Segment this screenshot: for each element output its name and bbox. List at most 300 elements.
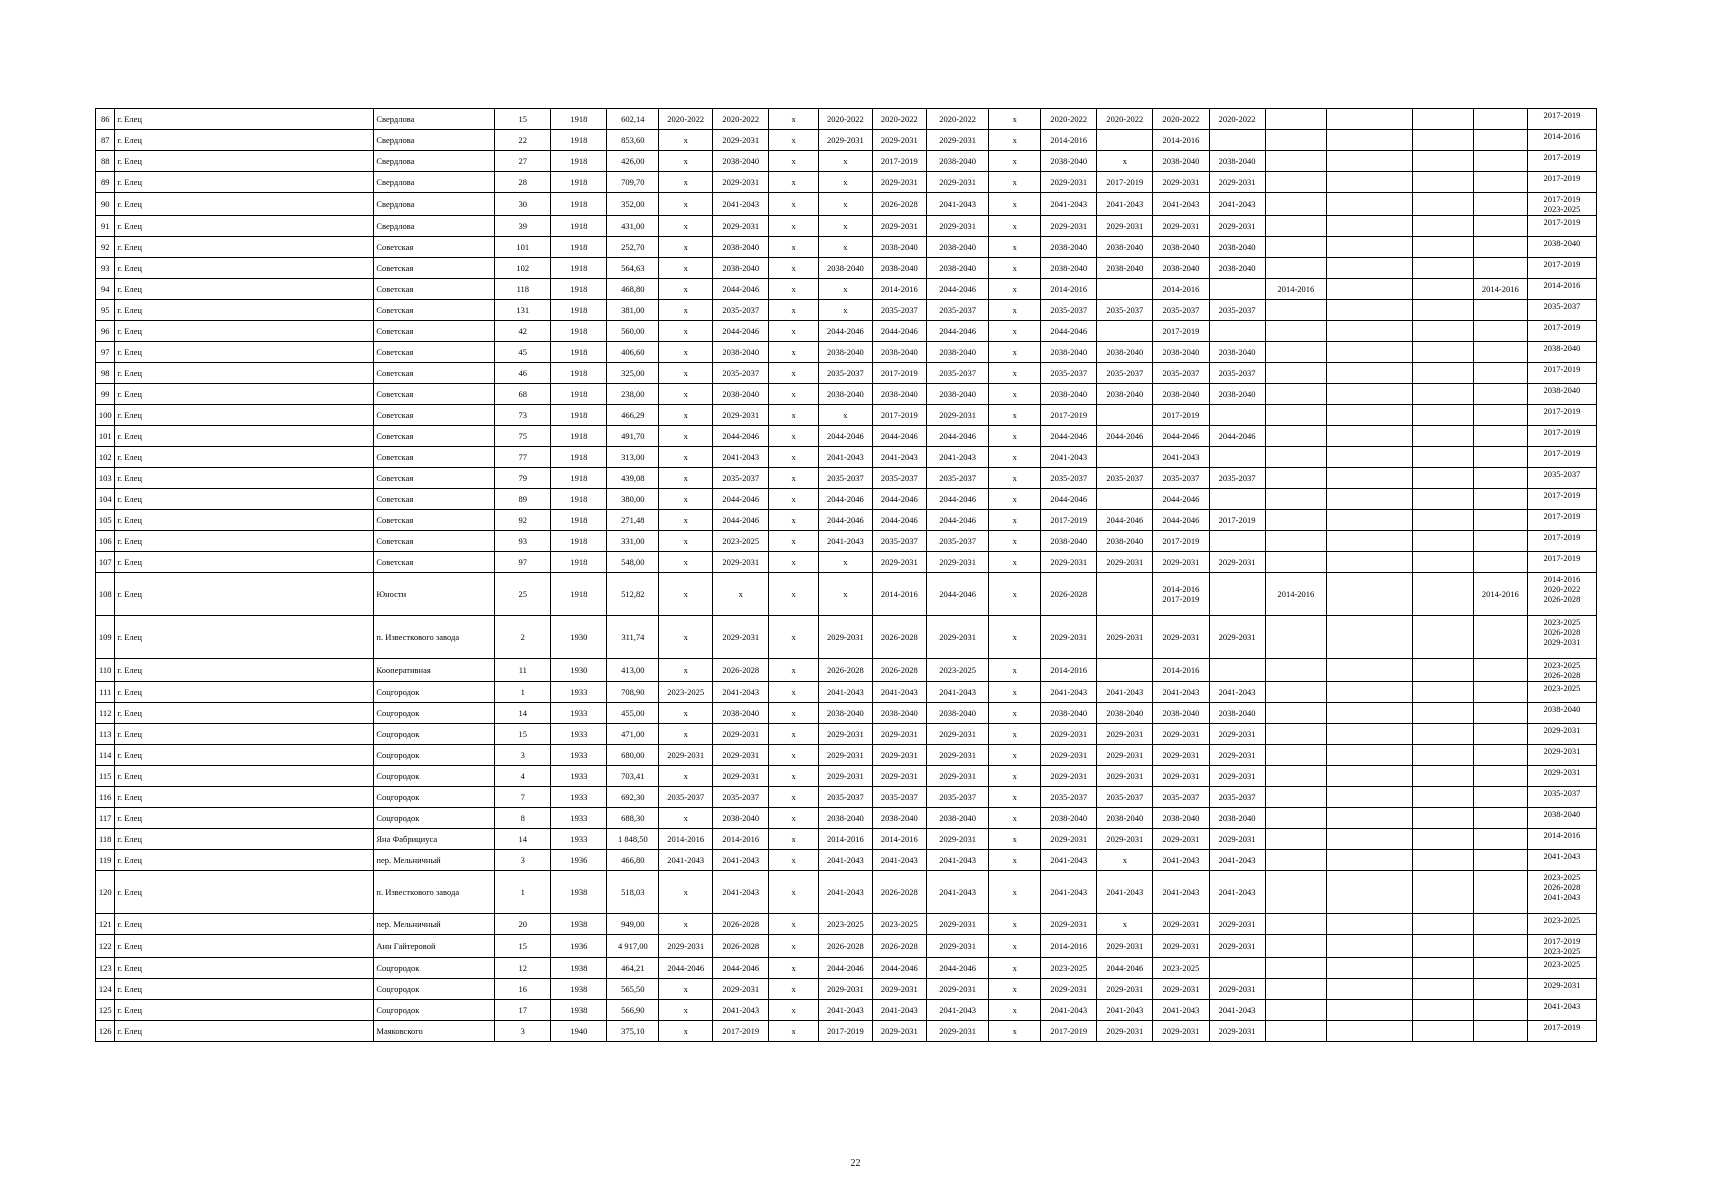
table-cell: 2038-2040 bbox=[926, 237, 989, 258]
table-cell: 2029-2031 bbox=[713, 979, 769, 1000]
table-cell: х bbox=[659, 447, 713, 468]
table-cell: 2029-2031 bbox=[926, 935, 989, 958]
table-body bbox=[96, 109, 1597, 1042]
table-cell: 2014-2016 2020-2022 2026-2028 bbox=[1527, 573, 1596, 616]
table-cell: 468,80 bbox=[607, 279, 659, 300]
table-cell bbox=[1265, 552, 1327, 573]
table-cell: 1918 bbox=[551, 172, 607, 193]
table-cell: г. Елец bbox=[115, 109, 374, 130]
table-cell bbox=[1097, 321, 1153, 342]
table-cell: 2044-2046 bbox=[659, 958, 713, 979]
table-cell: 123 bbox=[96, 958, 115, 979]
table-cell bbox=[1265, 935, 1327, 958]
table-cell: 113 bbox=[96, 724, 115, 745]
table-cell bbox=[1413, 216, 1473, 237]
table-cell: х bbox=[989, 616, 1041, 659]
table-cell: х bbox=[769, 300, 819, 321]
table-cell bbox=[1473, 151, 1527, 172]
table-cell: 2029-2031 bbox=[1041, 829, 1097, 850]
table-cell: 1940 bbox=[551, 1021, 607, 1042]
table-cell: 1938 bbox=[551, 871, 607, 914]
table-cell: 2029-2031 bbox=[713, 405, 769, 426]
table-cell: 2026-2028 bbox=[818, 935, 872, 958]
table-cell bbox=[1413, 616, 1473, 659]
table-cell: 518,03 bbox=[607, 871, 659, 914]
table-row bbox=[96, 258, 1597, 279]
table-cell: 15 bbox=[495, 935, 551, 958]
table-cell: 2035-2037 bbox=[1209, 363, 1265, 384]
table-cell: 2014-2016 bbox=[1473, 573, 1527, 616]
table-cell bbox=[1265, 300, 1327, 321]
table-cell bbox=[1473, 216, 1527, 237]
table-cell: 104 bbox=[96, 489, 115, 510]
table-cell: х bbox=[659, 489, 713, 510]
table-cell: г. Елец bbox=[115, 531, 374, 552]
table-cell: г. Елец bbox=[115, 745, 374, 766]
table-cell: 2044-2046 bbox=[926, 573, 989, 616]
table-cell: Советская bbox=[374, 552, 495, 573]
table-cell: 2014-2016 bbox=[1265, 279, 1327, 300]
table-cell bbox=[1327, 489, 1413, 510]
table-cell: 110 bbox=[96, 659, 115, 682]
table-cell: х bbox=[989, 321, 1041, 342]
table-cell: х bbox=[989, 766, 1041, 787]
table-cell: г. Елец bbox=[115, 958, 374, 979]
table-cell: Советская bbox=[374, 489, 495, 510]
table-cell: 2041-2043 bbox=[872, 447, 926, 468]
table-cell: 1933 bbox=[551, 808, 607, 829]
table-cell: 2041-2043 bbox=[1209, 850, 1265, 871]
table-cell: 2038-2040 bbox=[1209, 258, 1265, 279]
table-cell: 2017-2019 bbox=[1527, 426, 1596, 447]
table-cell: 2041-2043 bbox=[713, 1000, 769, 1021]
table-cell: 2041-2043 bbox=[1527, 1000, 1596, 1021]
table-cell: 2029-2031 bbox=[1209, 829, 1265, 850]
table-cell: 2029-2031 bbox=[1041, 216, 1097, 237]
table-cell bbox=[1265, 489, 1327, 510]
table-cell: х bbox=[659, 510, 713, 531]
table-cell: 2029-2031 bbox=[872, 979, 926, 1000]
table-cell: 2023-2025 bbox=[1527, 958, 1596, 979]
table-cell: г. Елец bbox=[115, 151, 374, 172]
table-cell: х bbox=[769, 573, 819, 616]
table-cell: 2035-2037 bbox=[659, 787, 713, 808]
table-cell: 112 bbox=[96, 703, 115, 724]
table-cell: 1918 bbox=[551, 447, 607, 468]
table-cell: 2029-2031 bbox=[926, 829, 989, 850]
table-cell: 2035-2037 bbox=[1041, 363, 1097, 384]
table-cell: 2038-2040 bbox=[818, 258, 872, 279]
table-cell: 2017-2019 bbox=[1153, 531, 1209, 552]
table-cell: 602,14 bbox=[607, 109, 659, 130]
table-cell: 2041-2043 bbox=[1209, 682, 1265, 703]
table-row bbox=[96, 321, 1597, 342]
table-cell bbox=[1473, 745, 1527, 766]
table-cell: х bbox=[818, 552, 872, 573]
table-cell: 2038-2040 bbox=[713, 808, 769, 829]
table-cell: х bbox=[659, 321, 713, 342]
table-cell: Анн Гайтеровой bbox=[374, 935, 495, 958]
table-cell: 2035-2037 bbox=[1527, 787, 1596, 808]
table-cell: 2029-2031 bbox=[1041, 616, 1097, 659]
table-cell: Соцгородок bbox=[374, 745, 495, 766]
table-cell: 2017-2019 bbox=[1527, 405, 1596, 426]
table-cell: х bbox=[818, 405, 872, 426]
table-cell: Свердлова bbox=[374, 193, 495, 216]
table-cell: 2038-2040 bbox=[1153, 237, 1209, 258]
table-cell bbox=[1265, 172, 1327, 193]
table-cell bbox=[1327, 724, 1413, 745]
table-cell bbox=[1413, 552, 1473, 573]
table-cell: х bbox=[659, 552, 713, 573]
table-cell: 118 bbox=[96, 829, 115, 850]
table-cell: Советская bbox=[374, 237, 495, 258]
table-cell bbox=[1209, 130, 1265, 151]
table-cell: 2038-2040 bbox=[926, 703, 989, 724]
table-cell: 1918 bbox=[551, 384, 607, 405]
table-cell: х bbox=[713, 573, 769, 616]
table-cell: 97 bbox=[495, 552, 551, 573]
table-cell: 2041-2043 bbox=[1153, 447, 1209, 468]
table-cell bbox=[1097, 489, 1153, 510]
table-cell: х bbox=[769, 172, 819, 193]
table-cell: 2038-2040 bbox=[872, 384, 926, 405]
table-cell: 2029-2031 bbox=[926, 616, 989, 659]
table-cell: 688,30 bbox=[607, 808, 659, 829]
table-cell: 2038-2040 bbox=[713, 384, 769, 405]
table-cell: 2035-2037 bbox=[872, 787, 926, 808]
table-cell: х bbox=[818, 172, 872, 193]
table-cell: х bbox=[659, 724, 713, 745]
table-cell: 2023-2025 2026-2028 bbox=[1527, 659, 1596, 682]
table-cell bbox=[1473, 130, 1527, 151]
table-cell: 2035-2037 bbox=[1041, 300, 1097, 321]
table-cell bbox=[1473, 766, 1527, 787]
table-cell bbox=[1413, 258, 1473, 279]
table-cell bbox=[1209, 405, 1265, 426]
table-cell: х bbox=[769, 552, 819, 573]
table-cell: 2029-2031 bbox=[926, 724, 989, 745]
table-cell: 2038-2040 bbox=[1527, 237, 1596, 258]
table-cell: 2017-2019 bbox=[1527, 216, 1596, 237]
table-cell: 426,00 bbox=[607, 151, 659, 172]
table-cell: Советская bbox=[374, 384, 495, 405]
table-cell bbox=[1413, 808, 1473, 829]
table-row bbox=[96, 405, 1597, 426]
table-cell: 2017-2019 bbox=[1153, 405, 1209, 426]
table-cell bbox=[1265, 151, 1327, 172]
table-cell: 2041-2043 bbox=[1209, 193, 1265, 216]
table-cell: 2023-2025 bbox=[1527, 682, 1596, 703]
table-cell bbox=[1473, 489, 1527, 510]
table-cell: 11 bbox=[495, 659, 551, 682]
table-cell bbox=[1327, 510, 1413, 531]
schedule-table bbox=[95, 108, 1597, 1042]
table-cell: х bbox=[989, 258, 1041, 279]
table-cell: 325,00 bbox=[607, 363, 659, 384]
table-cell: х bbox=[989, 468, 1041, 489]
table-cell: 2029-2031 bbox=[926, 216, 989, 237]
table-cell: 2038-2040 bbox=[1097, 342, 1153, 363]
table-cell: 2038-2040 bbox=[1527, 703, 1596, 724]
table-cell bbox=[1473, 552, 1527, 573]
table-cell: 102 bbox=[96, 447, 115, 468]
table-cell: х bbox=[659, 300, 713, 321]
table-cell: х bbox=[769, 935, 819, 958]
table-cell: 1918 bbox=[551, 151, 607, 172]
table-cell: 2029-2031 bbox=[872, 130, 926, 151]
table-cell: 2044-2046 bbox=[926, 510, 989, 531]
table-cell: 2044-2046 bbox=[872, 426, 926, 447]
table-cell: Соцгородок bbox=[374, 766, 495, 787]
table-cell: 15 bbox=[495, 724, 551, 745]
table-cell: х bbox=[659, 979, 713, 1000]
table-row bbox=[96, 1021, 1597, 1042]
table-cell: х bbox=[769, 405, 819, 426]
table-cell: 2020-2022 bbox=[872, 109, 926, 130]
table-cell: 471,00 bbox=[607, 724, 659, 745]
table-cell: 2041-2043 bbox=[1041, 871, 1097, 914]
table-cell: 2038-2040 bbox=[818, 342, 872, 363]
table-cell: 2029-2031 bbox=[818, 979, 872, 1000]
table-cell: 2014-2016 bbox=[1527, 279, 1596, 300]
table-cell: г. Елец bbox=[115, 616, 374, 659]
table-cell: 1918 bbox=[551, 468, 607, 489]
table-cell: 2035-2037 bbox=[713, 300, 769, 321]
table-cell bbox=[1265, 766, 1327, 787]
table-cell: 2038-2040 bbox=[1041, 703, 1097, 724]
table-cell: г. Елец bbox=[115, 766, 374, 787]
table-cell: х bbox=[989, 850, 1041, 871]
table-cell: 2029-2031 bbox=[1209, 745, 1265, 766]
table-row bbox=[96, 958, 1597, 979]
table-cell: 2038-2040 bbox=[926, 342, 989, 363]
table-cell bbox=[1473, 531, 1527, 552]
table-cell: Свердлова bbox=[374, 109, 495, 130]
table-cell bbox=[1473, 808, 1527, 829]
table-cell: г. Елец bbox=[115, 850, 374, 871]
table-cell: г. Елец bbox=[115, 829, 374, 850]
table-cell: 2029-2031 bbox=[1097, 552, 1153, 573]
table-cell bbox=[1209, 659, 1265, 682]
table-cell: х bbox=[989, 216, 1041, 237]
table-cell: х bbox=[769, 151, 819, 172]
table-cell: 1933 bbox=[551, 724, 607, 745]
table-cell: 2038-2040 bbox=[1527, 808, 1596, 829]
table-cell: 2035-2037 bbox=[1097, 787, 1153, 808]
table-cell: х bbox=[769, 279, 819, 300]
table-cell bbox=[1265, 363, 1327, 384]
table-cell bbox=[1327, 958, 1413, 979]
table-row bbox=[96, 766, 1597, 787]
table-cell: г. Елец bbox=[115, 426, 374, 447]
table-cell bbox=[1265, 426, 1327, 447]
table-cell: х bbox=[989, 979, 1041, 1000]
table-cell: 1918 bbox=[551, 193, 607, 216]
table-cell: 93 bbox=[495, 531, 551, 552]
table-cell: 2044-2046 bbox=[1153, 510, 1209, 531]
table-cell: 455,00 bbox=[607, 703, 659, 724]
table-cell: 2041-2043 bbox=[1097, 193, 1153, 216]
table-cell bbox=[1327, 745, 1413, 766]
table-cell: 2035-2037 bbox=[926, 531, 989, 552]
table-cell bbox=[1265, 724, 1327, 745]
table-cell: 2038-2040 bbox=[872, 342, 926, 363]
table-cell: 102 bbox=[495, 258, 551, 279]
table-cell: 2041-2043 bbox=[1209, 871, 1265, 914]
table-cell: х bbox=[769, 384, 819, 405]
table-cell: 2026-2028 bbox=[713, 914, 769, 935]
table-cell: г. Елец bbox=[115, 237, 374, 258]
table-cell: 2017-2019 bbox=[1209, 510, 1265, 531]
table-cell: х bbox=[769, 1000, 819, 1021]
table-cell: 2041-2043 bbox=[926, 193, 989, 216]
table-cell: 2029-2031 bbox=[818, 130, 872, 151]
table-cell: г. Елец bbox=[115, 405, 374, 426]
table-cell bbox=[1265, 914, 1327, 935]
table-cell: 2044-2046 bbox=[818, 321, 872, 342]
table-cell: 2017-2019 bbox=[1527, 258, 1596, 279]
table-cell bbox=[1473, 468, 1527, 489]
table-row bbox=[96, 468, 1597, 489]
table-cell: 7 bbox=[495, 787, 551, 808]
table-cell: х bbox=[989, 531, 1041, 552]
table-cell bbox=[1209, 489, 1265, 510]
table-cell: г. Елец bbox=[115, 935, 374, 958]
table-cell: 77 bbox=[495, 447, 551, 468]
table-cell: 2029-2031 bbox=[1527, 745, 1596, 766]
table-cell: 2038-2040 bbox=[1527, 342, 1596, 363]
table-cell: 2038-2040 bbox=[1209, 151, 1265, 172]
table-cell: 2029-2031 bbox=[872, 1021, 926, 1042]
table-cell: х bbox=[769, 766, 819, 787]
table-cell: 2035-2037 bbox=[872, 531, 926, 552]
table-cell: 1918 bbox=[551, 130, 607, 151]
table-cell bbox=[1327, 935, 1413, 958]
table-cell: 2044-2046 bbox=[872, 958, 926, 979]
table-cell: 2035-2037 bbox=[1209, 300, 1265, 321]
table-cell: х bbox=[659, 216, 713, 237]
table-cell: х bbox=[659, 1000, 713, 1021]
table-cell: 2038-2040 bbox=[926, 151, 989, 172]
table-cell: х bbox=[769, 426, 819, 447]
table-cell: 2029-2031 bbox=[1209, 914, 1265, 935]
table-cell: 2017-2019 bbox=[1527, 109, 1596, 130]
table-cell: х bbox=[769, 447, 819, 468]
table-cell: 2029-2031 bbox=[1209, 766, 1265, 787]
table-cell: 2029-2031 bbox=[818, 745, 872, 766]
table-cell: х bbox=[659, 531, 713, 552]
table-cell: 2041-2043 bbox=[818, 682, 872, 703]
table-cell: 2038-2040 bbox=[1041, 808, 1097, 829]
table-cell bbox=[1209, 321, 1265, 342]
table-cell: 3 bbox=[495, 850, 551, 871]
table-cell: 2035-2037 bbox=[713, 787, 769, 808]
table-cell: х bbox=[989, 510, 1041, 531]
table-cell: х bbox=[989, 871, 1041, 914]
table-cell: 2014-2016 bbox=[659, 829, 713, 850]
table-cell: 39 bbox=[495, 216, 551, 237]
table-cell: 2041-2043 bbox=[1041, 447, 1097, 468]
table-cell: 2041-2043 bbox=[713, 682, 769, 703]
table-cell bbox=[1265, 447, 1327, 468]
table-cell: 2029-2031 bbox=[1041, 766, 1097, 787]
table-cell: г. Елец bbox=[115, 216, 374, 237]
table-cell: 2041-2043 bbox=[818, 531, 872, 552]
table-cell: Советская bbox=[374, 531, 495, 552]
table-cell: х bbox=[659, 914, 713, 935]
table-cell bbox=[1327, 829, 1413, 850]
table-cell: 2044-2046 bbox=[1041, 489, 1097, 510]
table-cell: г. Елец bbox=[115, 552, 374, 573]
table-cell: 2035-2037 bbox=[818, 468, 872, 489]
table-cell: 2041-2043 bbox=[818, 850, 872, 871]
table-cell: 2038-2040 bbox=[713, 258, 769, 279]
table-cell: 89 bbox=[495, 489, 551, 510]
table-cell: 2041-2043 bbox=[926, 871, 989, 914]
table-cell: х bbox=[769, 914, 819, 935]
table-cell: 2014-2016 bbox=[1265, 573, 1327, 616]
table-cell: Советская bbox=[374, 279, 495, 300]
table-row bbox=[96, 426, 1597, 447]
table-cell: 2038-2040 bbox=[1097, 384, 1153, 405]
table-cell bbox=[1097, 659, 1153, 682]
table-cell: 2017-2019 bbox=[1153, 321, 1209, 342]
table-cell: 2029-2031 bbox=[1209, 1021, 1265, 1042]
table-cell bbox=[1327, 531, 1413, 552]
table-cell: 2044-2046 bbox=[818, 510, 872, 531]
table-cell bbox=[1327, 703, 1413, 724]
table-cell bbox=[1327, 130, 1413, 151]
table-cell: 2044-2046 bbox=[713, 321, 769, 342]
table-cell: 2041-2043 bbox=[713, 193, 769, 216]
table-cell: 2044-2046 bbox=[713, 426, 769, 447]
table-cell: 2035-2037 bbox=[926, 468, 989, 489]
table-cell: х bbox=[989, 935, 1041, 958]
table-cell: 2035-2037 bbox=[1041, 468, 1097, 489]
table-cell: 2038-2040 bbox=[1097, 237, 1153, 258]
table-cell: х bbox=[989, 172, 1041, 193]
table-cell bbox=[1265, 384, 1327, 405]
table-cell: 2029-2031 bbox=[1153, 914, 1209, 935]
table-cell: х bbox=[659, 766, 713, 787]
table-cell bbox=[1413, 151, 1473, 172]
table-cell: х bbox=[989, 1021, 1041, 1042]
table-cell bbox=[1413, 363, 1473, 384]
table-cell bbox=[1265, 745, 1327, 766]
table-cell: 2029-2031 bbox=[1041, 552, 1097, 573]
table-row bbox=[96, 829, 1597, 850]
table-cell: Соцгородок bbox=[374, 958, 495, 979]
table-cell: 126 bbox=[96, 1021, 115, 1042]
table-cell: 2041-2043 bbox=[1153, 850, 1209, 871]
table-row bbox=[96, 979, 1597, 1000]
table-cell: 1 bbox=[495, 871, 551, 914]
table-cell bbox=[1473, 1000, 1527, 1021]
table-cell: х bbox=[989, 363, 1041, 384]
table-cell: 2041-2043 bbox=[1041, 1000, 1097, 1021]
table-cell: 2035-2037 bbox=[1097, 468, 1153, 489]
table-cell: х bbox=[659, 616, 713, 659]
table-cell: 2026-2028 bbox=[872, 935, 926, 958]
table-cell: 2038-2040 bbox=[1153, 384, 1209, 405]
table-cell: 98 bbox=[96, 363, 115, 384]
table-cell: 79 bbox=[495, 468, 551, 489]
table-cell: 2035-2037 bbox=[872, 300, 926, 321]
table-cell: 439,08 bbox=[607, 468, 659, 489]
page-number: 22 bbox=[850, 1158, 861, 1169]
table-cell bbox=[1209, 531, 1265, 552]
